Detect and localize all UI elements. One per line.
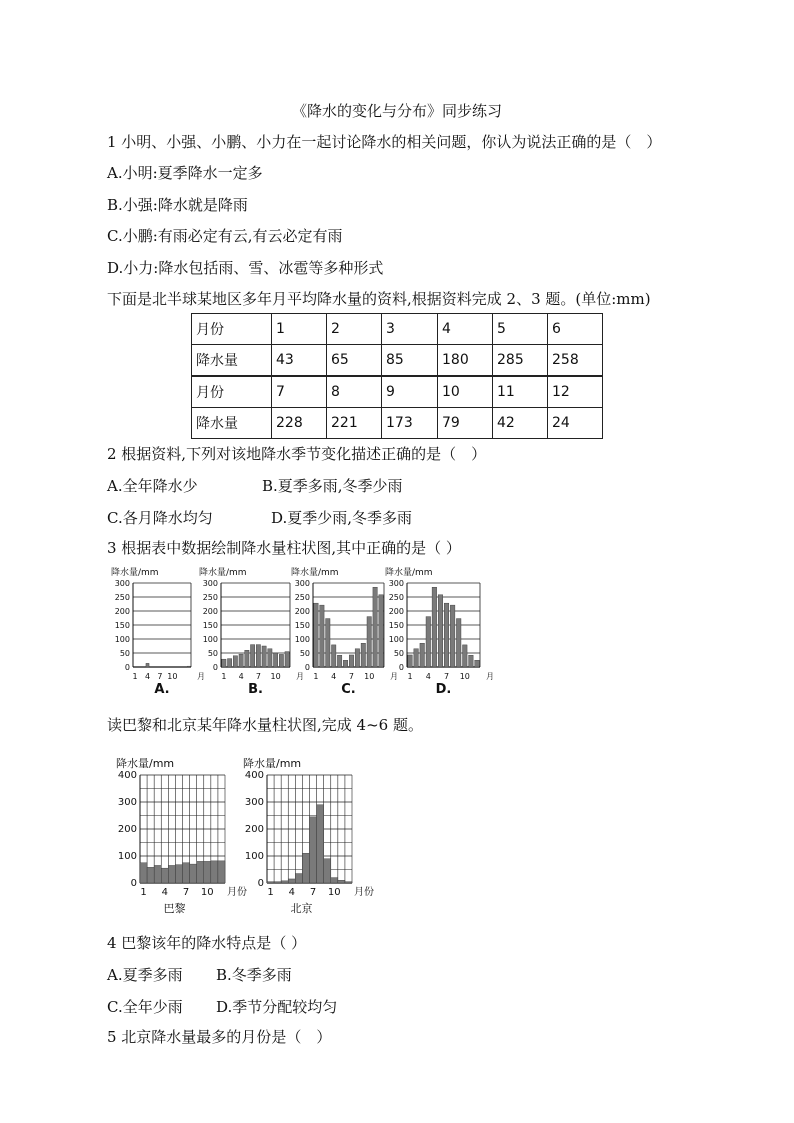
bar bbox=[373, 587, 377, 667]
question-1-option-c: C.小鹏:有雨必定有云,有云必定有雨 bbox=[107, 227, 343, 245]
bar bbox=[361, 643, 365, 667]
bar bbox=[245, 650, 249, 667]
bar bbox=[250, 645, 254, 667]
bar bbox=[426, 617, 431, 667]
page-title: 《降水的变化与分布》同步练习 bbox=[291, 102, 502, 120]
y-tick-label: 0 bbox=[398, 663, 404, 672]
chart-ylabel: 降水量/mm bbox=[199, 568, 247, 578]
question-4-option-a: A.夏季多雨 bbox=[107, 966, 183, 984]
x-tick-label: 10 bbox=[327, 887, 341, 898]
y-tick-label: 100 bbox=[114, 635, 130, 644]
table-cell: 42 bbox=[493, 408, 548, 439]
bar bbox=[233, 656, 237, 667]
question-2-option-a: A.全年降水少 bbox=[107, 477, 198, 495]
table-cell: 228 bbox=[272, 408, 327, 439]
y-tick-label: 50 bbox=[207, 649, 218, 658]
bar bbox=[146, 663, 149, 667]
table-cell: 8 bbox=[327, 376, 382, 408]
intro-q4-q6: 读巴黎和北京某年降水量柱状图,完成 4~6 题。 bbox=[107, 716, 423, 734]
table-cell: 79 bbox=[438, 408, 493, 439]
x-tick-label: 10 bbox=[364, 672, 375, 681]
x-tick-label: 1 bbox=[267, 887, 274, 898]
y-tick-label: 0 bbox=[257, 878, 264, 889]
bar bbox=[367, 617, 371, 667]
y-tick-label: 50 bbox=[119, 649, 130, 658]
table-cell: 2 bbox=[327, 314, 382, 345]
chart-label: B. bbox=[248, 682, 263, 697]
bar bbox=[187, 666, 190, 667]
x-tick-label: 4 bbox=[425, 672, 431, 681]
bar bbox=[355, 649, 359, 667]
table-cell: 285 bbox=[493, 345, 548, 377]
x-tick-label: 1 bbox=[407, 672, 413, 681]
y-tick-label: 250 bbox=[114, 593, 130, 602]
question-2-option-b: B.夏季多雨,冬季少雨 bbox=[262, 477, 403, 495]
question-4-option-d: D.季节分配较均匀 bbox=[216, 998, 338, 1016]
y-tick-label: 50 bbox=[299, 649, 310, 658]
x-unit-label: 月份 bbox=[354, 887, 374, 898]
y-tick-label: 200 bbox=[114, 607, 130, 616]
y-tick-label: 400 bbox=[244, 770, 264, 781]
bar bbox=[281, 881, 288, 883]
y-tick-label: 150 bbox=[114, 621, 130, 630]
y-tick-label: 300 bbox=[202, 579, 218, 588]
question-1-option-b: B.小强:降水就是降雨 bbox=[107, 196, 248, 214]
bar bbox=[314, 603, 318, 667]
y-tick-label: 150 bbox=[388, 621, 404, 630]
y-tick-label: 200 bbox=[202, 607, 218, 616]
bar bbox=[338, 880, 345, 883]
bar bbox=[288, 879, 295, 883]
bar bbox=[420, 643, 425, 667]
y-tick-label: 250 bbox=[202, 593, 218, 602]
table-cell: 4 bbox=[438, 314, 493, 345]
bar bbox=[273, 653, 277, 667]
bar bbox=[147, 867, 154, 883]
x-tick-label: 10 bbox=[167, 672, 178, 681]
question-4-option-c: C.全年少雨 bbox=[107, 998, 183, 1016]
y-tick-label: 150 bbox=[294, 621, 310, 630]
x-tick-label: 7 bbox=[443, 672, 450, 681]
x-unit-label: 月份 bbox=[227, 887, 247, 898]
bar bbox=[161, 868, 168, 883]
table-cell: 24 bbox=[548, 408, 603, 439]
y-tick-label: 250 bbox=[294, 593, 310, 602]
question-2-option-c: C.各月降水均匀 bbox=[107, 509, 213, 527]
chart-label: A. bbox=[154, 682, 170, 697]
x-tick-label: 10 bbox=[200, 887, 214, 898]
x-tick-label: 7 bbox=[255, 672, 261, 681]
table-cell: 11 bbox=[493, 376, 548, 408]
bar bbox=[211, 861, 218, 883]
table-cell: 1 bbox=[272, 314, 327, 345]
x-tick-label: 7 bbox=[348, 672, 355, 681]
bar bbox=[331, 645, 335, 667]
bar bbox=[444, 603, 449, 667]
bar bbox=[262, 646, 266, 667]
x-unit-label: 月 bbox=[390, 672, 398, 681]
bar bbox=[222, 659, 226, 667]
question-1-option-a: A.小明:夏季降水一定多 bbox=[107, 164, 263, 182]
bar bbox=[285, 652, 289, 667]
y-tick-label: 300 bbox=[117, 797, 137, 808]
table-cell: 221 bbox=[327, 408, 382, 439]
chart-label: D. bbox=[435, 682, 452, 697]
x-tick-label: 10 bbox=[270, 672, 281, 681]
question-4-option-b: B.冬季多雨 bbox=[216, 966, 292, 984]
bar bbox=[475, 660, 480, 667]
bar bbox=[432, 587, 437, 667]
bar bbox=[175, 865, 182, 883]
x-unit-label: 月 bbox=[197, 672, 205, 681]
bar bbox=[227, 659, 231, 667]
bar bbox=[268, 649, 272, 667]
table-cell: 5 bbox=[493, 314, 548, 345]
bar bbox=[317, 805, 324, 883]
bar bbox=[469, 655, 474, 667]
x-tick-label: 4 bbox=[331, 672, 337, 681]
y-tick-label: 50 bbox=[393, 649, 404, 658]
x-tick-label: 1 bbox=[313, 672, 319, 681]
bar bbox=[337, 655, 341, 667]
y-tick-label: 100 bbox=[244, 851, 264, 862]
chart-ylabel: 降水量/mm bbox=[111, 568, 159, 578]
question-2-option-d: D.夏季少雨,冬季多雨 bbox=[271, 509, 413, 527]
y-tick-label: 400 bbox=[117, 770, 137, 781]
table-header-precip: 降水量 bbox=[192, 345, 272, 377]
table-cell: 9 bbox=[382, 376, 438, 408]
bar bbox=[450, 605, 455, 667]
y-tick-label: 300 bbox=[244, 797, 264, 808]
x-tick-label: 4 bbox=[238, 672, 244, 681]
bar bbox=[343, 660, 347, 667]
bar bbox=[239, 654, 243, 667]
y-tick-label: 100 bbox=[388, 635, 404, 644]
y-tick-label: 250 bbox=[388, 593, 404, 602]
y-tick-label: 100 bbox=[294, 635, 310, 644]
y-tick-label: 300 bbox=[388, 579, 404, 588]
chart-ylabel: 降水量/mm bbox=[385, 568, 433, 578]
x-tick-label: 10 bbox=[459, 672, 470, 681]
question-1-stem: 1 小明、小强、小鹏、小力在一起讨论降水的相关问题，你认为说法正确的是（ ） bbox=[107, 133, 662, 151]
bar bbox=[438, 595, 443, 667]
x-tick-label: 7 bbox=[182, 887, 190, 898]
bar bbox=[190, 864, 197, 883]
bar bbox=[168, 865, 175, 883]
question-2-stem: 2 根据资料,下列对该地降水季节变化描述正确的是（ ） bbox=[107, 445, 487, 463]
bar bbox=[310, 817, 317, 883]
table-cell: 180 bbox=[438, 345, 493, 377]
y-tick-label: 0 bbox=[130, 878, 137, 889]
x-tick-label: 4 bbox=[288, 887, 295, 898]
bar bbox=[295, 874, 302, 883]
x-tick-label: 1 bbox=[221, 672, 227, 681]
bar bbox=[463, 645, 468, 667]
table-cell: 10 bbox=[438, 376, 493, 408]
bar bbox=[197, 861, 204, 883]
y-tick-label: 100 bbox=[202, 635, 218, 644]
y-tick-label: 200 bbox=[388, 607, 404, 616]
chart-label: 巴黎 bbox=[163, 902, 186, 915]
x-unit-label: 月 bbox=[296, 672, 304, 681]
intro-q2-q3: 下面是北半球某地区多年月平均降水量的资料,根据资料完成 2、3 题。(单位:mm) bbox=[107, 290, 651, 308]
bar bbox=[326, 619, 330, 667]
x-tick-label: 7 bbox=[309, 887, 317, 898]
bar bbox=[302, 853, 309, 883]
bar bbox=[267, 882, 274, 883]
bar bbox=[279, 654, 283, 667]
y-tick-label: 0 bbox=[212, 663, 218, 672]
table-header-month: 月份 bbox=[192, 376, 272, 408]
bar bbox=[154, 865, 161, 883]
bar bbox=[218, 861, 225, 883]
y-tick-label: 200 bbox=[244, 824, 264, 835]
bar bbox=[456, 619, 461, 667]
x-tick-label: 1 bbox=[140, 887, 147, 898]
y-tick-label: 200 bbox=[117, 824, 137, 835]
x-tick-label: 7 bbox=[157, 672, 163, 681]
table-cell: 7 bbox=[272, 376, 327, 408]
y-tick-label: 300 bbox=[294, 579, 310, 588]
table-cell: 65 bbox=[327, 345, 382, 377]
bar bbox=[345, 882, 352, 883]
table-cell: 6 bbox=[548, 314, 603, 345]
x-unit-label: 月 bbox=[486, 672, 494, 681]
table-cell: 12 bbox=[548, 376, 603, 408]
table-cell: 258 bbox=[548, 345, 603, 377]
table-header-month: 月份 bbox=[192, 314, 272, 345]
question-4-stem: 4 巴黎该年的降水特点是（ ） bbox=[107, 934, 307, 952]
x-tick-label: 4 bbox=[161, 887, 168, 898]
table-cell: 3 bbox=[382, 314, 438, 345]
bar bbox=[320, 605, 324, 667]
table-cell: 43 bbox=[272, 345, 327, 377]
y-tick-label: 300 bbox=[114, 579, 130, 588]
bar bbox=[349, 655, 353, 667]
bar bbox=[379, 595, 383, 667]
bar bbox=[274, 882, 281, 883]
bar bbox=[204, 861, 211, 883]
chart-ylabel: 降水量/mm bbox=[116, 757, 175, 770]
bar bbox=[408, 655, 413, 667]
x-tick-label: 1 bbox=[132, 672, 138, 681]
question-5-stem: 5 北京降水量最多的月份是（ ） bbox=[107, 1028, 332, 1046]
y-tick-label: 200 bbox=[294, 607, 310, 616]
x-tick-label: 4 bbox=[144, 672, 151, 681]
bar bbox=[183, 863, 190, 883]
chart-label: 北京 bbox=[290, 902, 313, 915]
chart-ylabel: 降水量/mm bbox=[291, 568, 339, 578]
y-tick-label: 0 bbox=[124, 663, 130, 672]
question-3-stem: 3 根据表中数据绘制降水量柱状图,其中正确的是（ ） bbox=[107, 539, 461, 557]
y-tick-label: 0 bbox=[304, 663, 310, 672]
table-header-precip: 降水量 bbox=[192, 408, 272, 439]
bar bbox=[140, 863, 147, 883]
question-1-option-d: D.小力:降水包括雨、雪、冰雹等多种形式 bbox=[107, 259, 384, 277]
chart-label: C. bbox=[341, 682, 356, 697]
bar bbox=[256, 645, 260, 667]
bar bbox=[331, 878, 338, 883]
table-cell: 173 bbox=[382, 408, 438, 439]
bar bbox=[324, 859, 331, 883]
bar bbox=[414, 649, 419, 667]
table-cell: 85 bbox=[382, 345, 438, 377]
y-tick-label: 100 bbox=[117, 851, 137, 862]
chart-ylabel: 降水量/mm bbox=[243, 757, 302, 770]
y-tick-label: 150 bbox=[202, 621, 218, 630]
